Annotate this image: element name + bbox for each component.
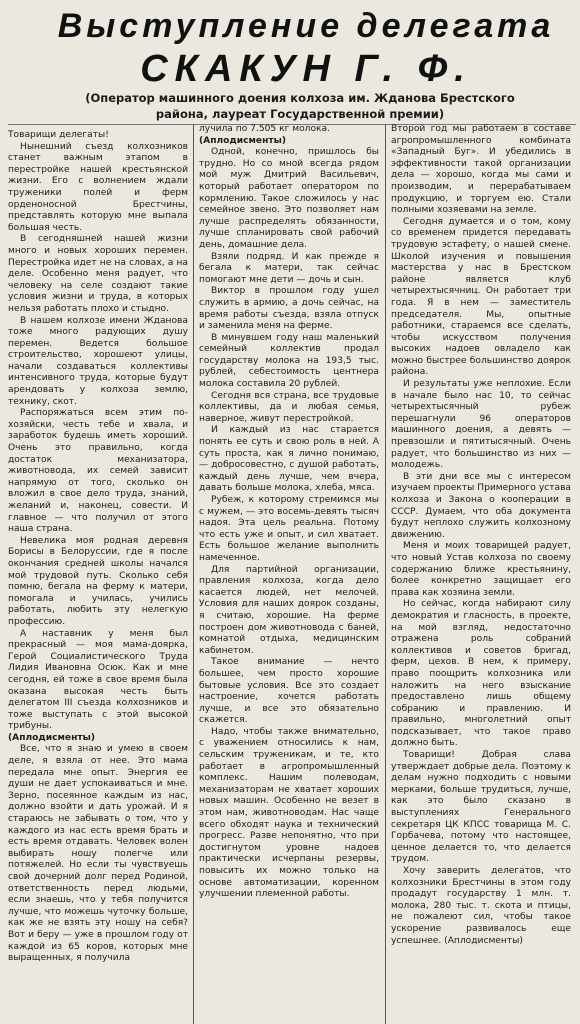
paragraph: Товарищи! Добрая слава утверждает добрые дела. Поэтому к делам нужно подходить с новыми мерками, больше трудиться, лучше, как это было сказано в выступлениях Генерального секретаря ЦК КПСС товарища М. С. Горбачева, потому что настоящее, ценное делается то, что делается трудом. (391, 750, 571, 865)
paragraph: Второй год мы работаем в составе агропромышленного комбината «Западный Буг». И убедились в эффективности такой организации дела — хорошо, когда мы сами и производим, и перерабатываем продукцию, и торгуем ею. Стали полными хозяевами на земле. (391, 124, 571, 216)
paragraph: Распоряжаться всем этим по-хозяйски, честь тебе и хвала, и заработок будешь иметь хороший. Очень это правильно, когда достаток механизатора, животновода, их семей зависит напрямую от того, сколько он вложил в свое дело труда, знаний, желаний и, наконец, совести. И главное — что получил от этого наша страна. (8, 408, 188, 535)
paragraph: И каждый из нас старается понять ее суть и свою роль в ней. А суть проста, как я лично понимаю, — добросовестно, с душой работать, каждый день лучше, чем вчера, давать больше молока, хлеба, мяса. (199, 425, 379, 494)
subtitle: (Оператор машинного доения колхоза им. Жданова Брестского района, лауреат Государственной премии) (85, 91, 515, 121)
paragraph: Меня и моих товарищей радует, что новый Устав колхоза по своему содержанию ближе крестьянину, более конкретно защищает его права как хозяина земли. (391, 541, 571, 598)
article-column-1 (8, 130, 188, 1024)
paragraph: Хочу заверить делегатов, что колхозники Брестчины в этом году продадут государству 1 млн. т. молока, 280 тыс. т. скота и птицы, не пожалеют сил, чтобы такое ускорение развивалось еще успешнее. (Аплодисменты) (391, 866, 571, 946)
paragraph: Но сейчас, когда набирают силу демократия и гласность, в проекте, на мой взгляд, недостаточно отражена роль собраний коллективов и советов бригад, ферм, цехов. В нем, к примеру, право поощрить колхозника или наложить на него взыскание предоставлено лишь общему собранию и правлению. И правильно, многолетний опыт подсказывает, что такое право должно быть. (391, 599, 571, 749)
paragraph: В минувшем году наш маленький семейный коллектив продал государству молока на 193,5 тыс. рублей, себестоимость центнера молока составила 20 рублей. (199, 332, 379, 390)
paragraph: лучила по 7.505 кг молока. (199, 124, 330, 134)
paragraph: В эти дни все мы с интересом изучаем проекты Примерного устава колхоза и Закона о кооперации в СССР. Думаем, что оба документа будут неплохо служить колхозному движению. (391, 471, 571, 540)
paragraph: Для партийной организации, правления колхоза, когда дело касается людей, нет мелочей. Условия для наших доярок созданы, я считаю, хорошие. На ферме построен дом животновода с баней, комнатой отдыха, медицинским кабинетом. (199, 564, 379, 656)
paragraph: А наставник у меня был прекрасный — моя мама-доярка, Герой Социалистического Труда Лидия Ивановна Осюк. Как и мне сегодня, ей тоже в свое время была оказана высокая честь быть делегатом III съезда колхозников и тоже выступать с этой высокой трибуны. (8, 628, 188, 732)
paragraph: Нынешний съезд колхозников станет важным этапом в перестройке нашей крестьянской жизни. Его с волнением ждали труженики полей и ферм орденоносной Брестчины, представлять которую мне выпала большая честь. (8, 141, 188, 233)
paragraph: Товарищи делегаты! (8, 130, 109, 140)
paragraph: Виктор в прошлом году ушел служить в армию, а дочь сейчас, на время работы съезда, взяла отпуск и заменила меня на ферме. (199, 286, 379, 332)
paragraph: Одной, конечно, пришлось бы трудно. Но со мной всегда рядом мой муж Дмитрий Васильевич, который работает оператором по кормлению. Такое сложилось у нас семейное звено. Это позволяет нам лучше распределять обязанности, лучше спланировать свой рабочий день, домашние дела. (199, 147, 379, 250)
paragraph: Такое внимание — нечто большее, чем просто хорошие бытовые условия. Все это создает настроение, хочется работать лучше, и все это обязательно скажется. (199, 657, 379, 726)
applause-note: (Аплодисменты) (8, 732, 96, 743)
headline-line-2: СКАКУН Г. Ф. (140, 48, 472, 90)
paragraph: И результаты уже неплохие. Если в начале было нас 10, то сейчас четырехтысячный рубеж перешагнули 96 операторов машинного доения, а девять — превзошли и пятитысячный. Очень радует, что большинство из них — молодежь. (391, 379, 571, 471)
article-column-3 (391, 124, 571, 1024)
column-divider (193, 124, 194, 1024)
paragraph: Рубеж, к которому стремимся мы с мужем, — это восемь-девять тысяч надоя. Эта цель реальна. Потому что есть уже и опыт, и сил хватает. Есть большое желание выполнить намеченное. (199, 495, 379, 563)
article-column-2 (199, 124, 379, 1024)
applause-note: (Аплодисменты) (199, 135, 287, 146)
paragraph: В сегодняшней нашей жизни много и новых хороших перемен. Перестройка идет не на словах, а на деле. Особенно меня радует, что человеку на селе создают такие условия жизни и труда, в которых нельзя работать плохо и стыдно. (8, 234, 188, 314)
paragraph: Все, что я знаю и умею в своем деле, я взяла от нее. Это мама передала мне опыт. Энергия ее души не дает успокаиваться и мне. Зерно, посеянное каждым из нас, должно взойти и дать урожай. И я стараюсь не забывать о том, что у каждого из нас есть время брать и есть время отдавать. Человек волен выбирать ношу полегче или потяжелей. Но если ты чувствуешь свой дочерний долг перед Родиной, ответственность перед людьми, если знаешь, что у тебя получится лучше, что можешь чуточку больше, как же не взять эту ношу на себя? Вот и беру — уже в прошлом году от каждой из 65 коров, которых мне выращенных, я получила (8, 744, 188, 964)
column-divider (385, 124, 386, 1024)
headline-line-1: Выступление делегата (57, 7, 555, 45)
paragraph: Сегодня вся страна, все трудовые коллективы, да и любая семья, наверное, живут перестройкой. (199, 390, 379, 424)
paragraph: Невелика моя родная деревня Борисы в Белоруссии, где я после окончания средней школы начался мой трудовой путь. Сколько себя помню, бегала на ферму к матери, помогала и училась, учились работать, любить эту нелегкую профессию. (8, 535, 188, 627)
paragraph: Надо, чтобы также внимательно, с уважением относились к нам, сельским труженикам, и те, кто работает в агропромышленный комплекс. Нашим полеводам, механизаторам не хватает хороших новых машин. Особенно не везет в этом нам, животноводам. Нас чаще всего обходят наука и технический прогресс. Разве непонятно, что при достигнутом уровне надоев практически исчерпаны резервы, повысить их можно только на основе автоматизации, коренном улучшении племенной работы. (199, 726, 379, 900)
paragraph: В нашем колхозе имени Жданова тоже много радующих душу перемен. Ведется большое строительство, хорошеют улицы, начали создаваться коллективы интенсивного труда, которые будут арендовать у колхоза землю, технику, скот. (8, 315, 188, 407)
paragraph: Сегодня думается и о том, кому со временем придется передавать трудовую эстафету, о нашей смене. Школой изучения и повышения мастерства у нас в Брестском районе является клуб четырехтысячниц. Он работает три года. Я в нем — заместитель председателя. Мы, опытные работники, стараемся все сделать, чтобы искусством получения высоких надоев овладело как можно быстрее большинство доярок района. (391, 216, 571, 378)
paragraph: Взяли подряд. И как прежде я бегала к матери, так сейчас помогают мне дети — дочь и сын. (199, 251, 379, 285)
